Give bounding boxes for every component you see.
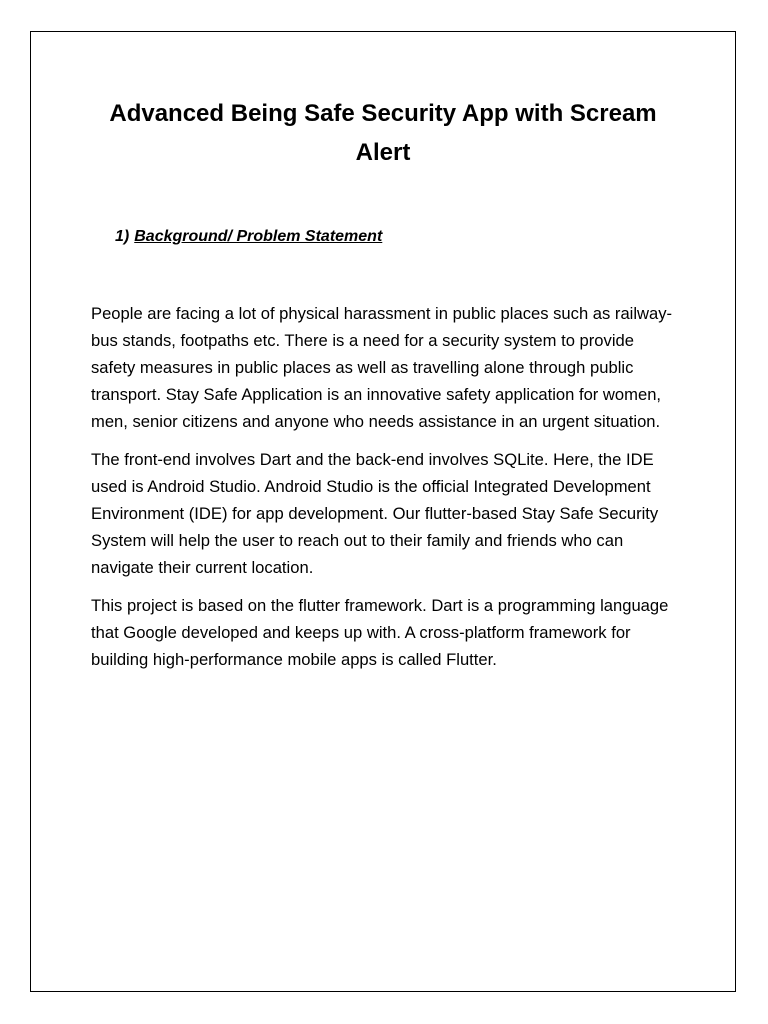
section-number: 1) — [115, 228, 130, 245]
body-text — [91, 300, 681, 684]
section-heading-text: Background/ Problem Statement — [134, 228, 383, 245]
paragraph: This project is based on the flutter framework. Dart is a programming language that Google developed and keeps up with. A cross-platform framework for building high-performance mobile apps is called Flutter. — [91, 596, 669, 669]
page-title: Advanced Being Safe Security App with Scream Alert — [109, 100, 657, 166]
document-page — [30, 31, 736, 992]
paragraph: People are facing a lot of physical harassment in public places such as railway-bus stands, footpaths etc. There is a need for a security system to provide safety measures in public places as well as travelling alone through public transport. Stay Safe Application is an innovative safety application for women, men, senior citizens and anyone who needs assistance in an urgent situation. — [91, 304, 673, 431]
paragraph: The front-end involves Dart and the back-end involves SQLite. Here, the IDE used is Android Studio. Android Studio is the official Integrated Development Environment (IDE) for app development. Our flutter-based Stay Safe Security System will help the user to reach out to their family and friends who can navigate their current location. — [91, 450, 659, 577]
section-heading — [115, 226, 382, 248]
